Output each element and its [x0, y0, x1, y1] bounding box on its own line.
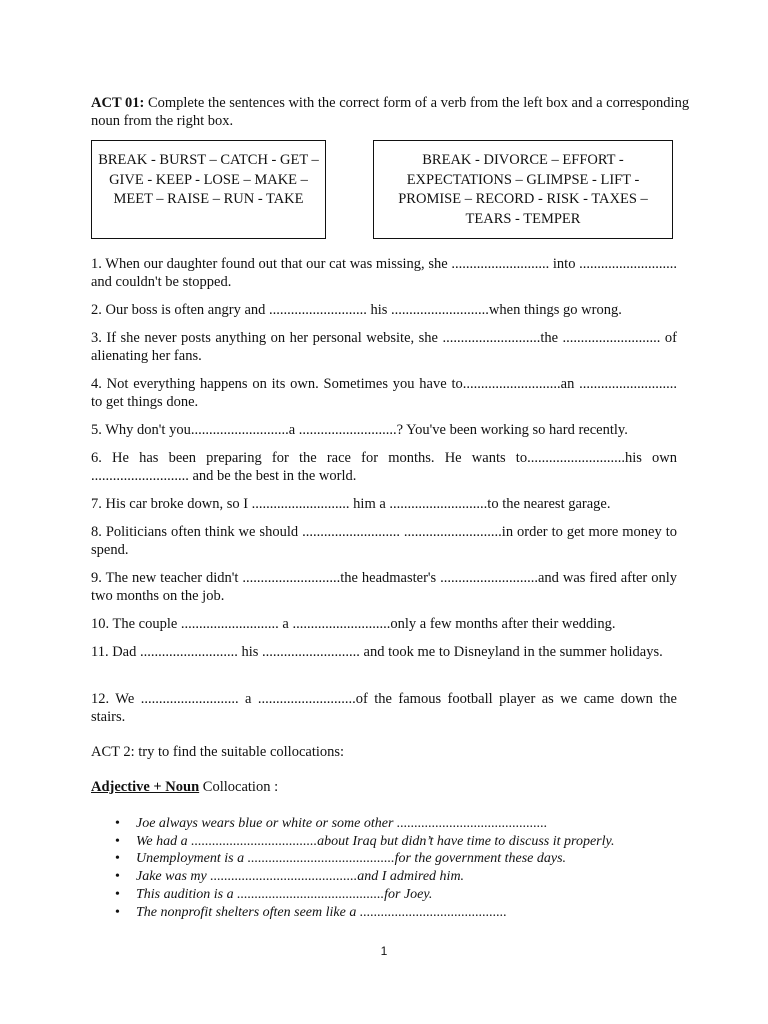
page-number: 1: [380, 944, 388, 958]
sentence-1: 1. When our daughter found out that our cat was missing, she ........................... into ........................... and couldn't be stopped.: [91, 256, 677, 290]
activity-1-label: ACT 01:: [91, 95, 145, 111]
collocation-list: [115, 815, 614, 921]
sentence-12: 12. We ........................... a ...........................of the famous football player as we came down the stairs.: [91, 691, 677, 725]
collocation-heading: [91, 779, 278, 796]
verb-box: BREAK - BURST – CATCH - GET – GIVE - KEEP - LOSE – MAKE – MEET – RAISE – RUN - TAKE: [91, 140, 326, 239]
sentence-5: 5. Why don't you...........................a ...........................? You've been working so hard recently.: [91, 422, 628, 438]
collocation-suffix: Collocation :: [199, 779, 279, 795]
list-item: • Unemployment is a ..........................................for the government these days.: [115, 850, 614, 868]
list-item: • The nonprofit shelters often seem like a ..........................................: [115, 904, 614, 922]
sentence-4: 4. Not everything happens on its own. Sometimes you have to...........................an ........................... to get things done.: [91, 376, 677, 410]
activity-1-instructions: [91, 94, 691, 130]
noun-box: BREAK - DIVORCE – EFFORT - EXPECTATIONS – GLIMPSE - LIFT - PROMISE – RECORD - RISK - TAXES – TEARS - TEMPER: [373, 140, 673, 239]
list-item: • This audition is a ..........................................for Joey.: [115, 886, 614, 904]
list-item: • Jake was my ..........................................and I admired him.: [115, 868, 614, 886]
sentence-11: 11. Dad ........................... his ........................... and took me to Disneyland in the summer holidays.: [91, 644, 663, 660]
sentence-9: 9. The new teacher didn't ...........................the headmaster's ...........................and was fired after only two months on the job.: [91, 570, 677, 604]
collocation-type: Adjective + Noun: [91, 779, 200, 795]
activity-1-text: Complete the sentences with the correct form of a verb from the left box and a corresponding noun from the right box.: [91, 95, 690, 129]
sentence-7: 7. His car broke down, so I ........................... him a ...........................to the nearest garage.: [91, 496, 611, 512]
sentence-6: 6. He has been preparing for the race for months. He wants to...........................his own ........................... and be the best in the world.: [91, 450, 677, 484]
activity-2-heading: ACT 2: try to find the suitable collocations:: [91, 744, 345, 760]
list-item: • Joe always wears blue or white or some other ...........................................: [115, 815, 614, 833]
sentence-2: 2. Our boss is often angry and ........................... his ...........................when things go wrong.: [91, 302, 622, 318]
list-item: • We had a ....................................about Iraq but didn’t have time to discuss it properly.: [115, 833, 614, 851]
sentence-3: 3. If she never posts anything on her personal website, she ...........................the ........................... of alienating her fans.: [91, 330, 677, 364]
sentence-8: 8. Politicians often think we should ........................... ...........................in order to get more money to spend.: [91, 524, 677, 558]
sentence-10: 10. The couple ........................... a ...........................only a few months after their wedding.: [91, 616, 616, 632]
